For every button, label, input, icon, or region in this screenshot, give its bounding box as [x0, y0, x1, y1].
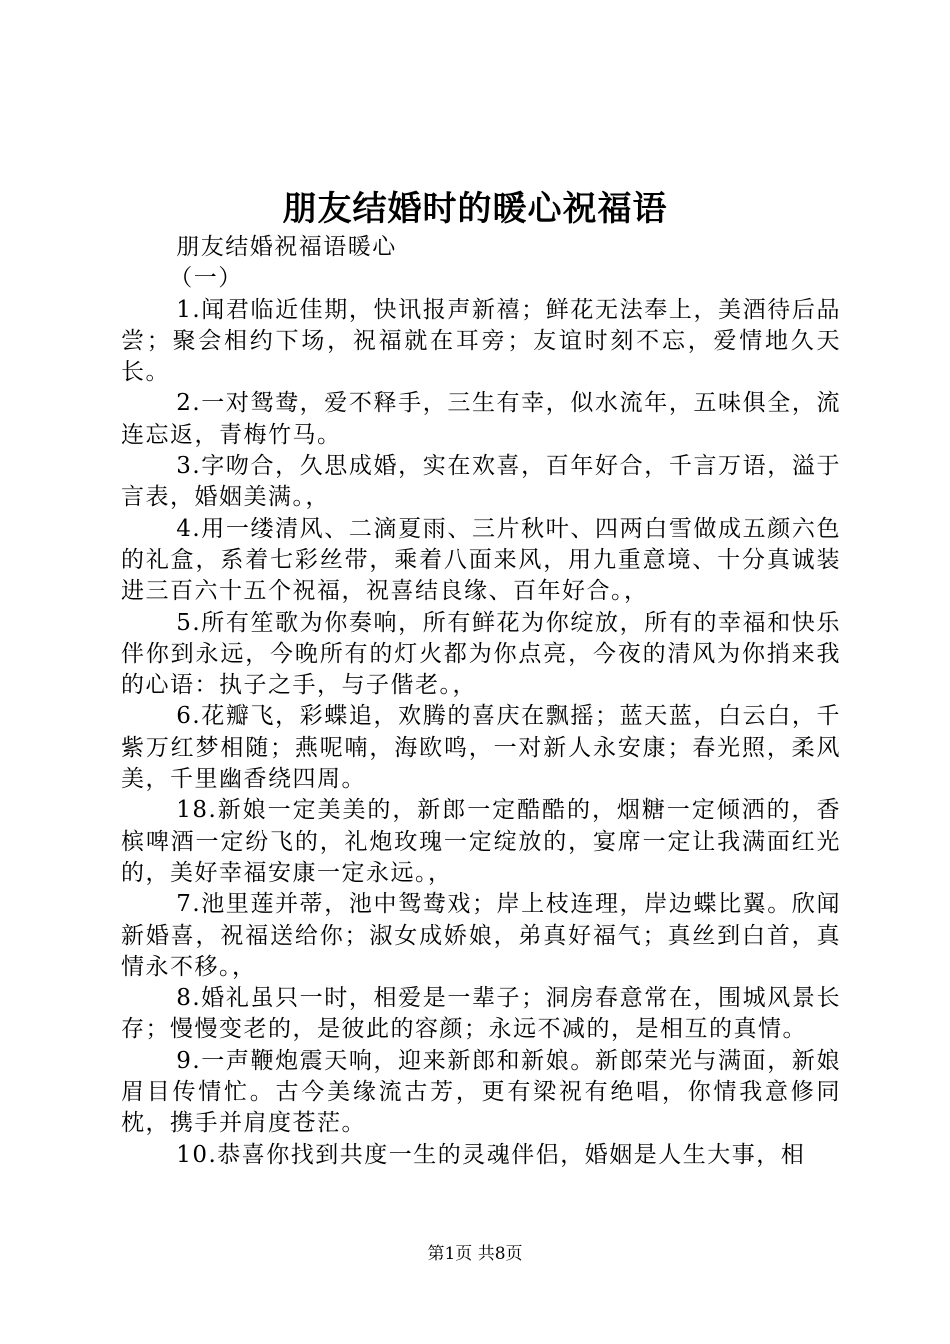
paragraph-4: 4.用一缕清风、二滴夏雨、三片秋叶、四两白雪做成五颜六色的礼盒，系着七彩丝带，乘着八面来风，用九重意境、十分真诚装进三百六十五个祝福，祝喜结良缘、百年好合。， — [121, 515, 841, 605]
document-body — [121, 232, 841, 1171]
paragraph-2: 2.一对鸳鸯，爱不释手，三生有幸，似水流年，五味俱全，流连忘返，青梅竹马。 — [121, 390, 841, 448]
paragraph-8: 8.婚礼虽只一时，相爱是一辈子；洞房春意常在，围城风景长存；慢慢变老的，是彼此的容颜；永远不减的，是相互的真情。 — [121, 985, 841, 1043]
page-number: 第1页 共8页 — [427, 1244, 523, 1264]
paragraph-10: 10.恭喜你找到共度一生的灵魂伴侣，婚姻是人生大事，相 — [176, 1141, 806, 1168]
page-footer — [0, 1242, 950, 1266]
paragraph-1: 1.闻君临近佳期，快讯报声新禧；鲜花无法奉上，美酒待后品尝；聚会相约下场，祝福就在耳旁；友谊时刻不忘，爱情地久天长。 — [121, 296, 841, 386]
paragraph-9: 9.一声鞭炮震天响，迎来新郎和新娘。新郎荣光与满面，新娘眉目传情忙。古今美缘流古芳，更有梁祝有绝唱，你情我意修同枕，携手并肩度苍茫。 — [121, 1047, 841, 1137]
paragraph-5: 5.所有笙歌为你奏响，所有鲜花为你绽放，所有的幸福和快乐伴你到永远，今晚所有的灯火都为你点亮，今夜的清风为你捎来我的心语：执子之手，与子偕老。， — [121, 609, 841, 699]
paragraph-6: 6.花瓣飞，彩蝶追，欢腾的喜庆在飘摇；蓝天蓝，白云白，千紫万红梦相随；燕呢喃，海欧鸣，一对新人永安康；春光照，柔风美，千里幽香绕四周。 — [121, 703, 841, 793]
paragraph-7: 7.池里莲并蒂，池中鸳鸯戏；岸上枝连理，岸边蝶比翼。欣闻新婚喜，祝福送给你；淑女成娇娘，弟真好福气；真丝到白首，真情永不移。， — [121, 891, 841, 980]
paragraph-18: 18.新娘一定美美的，新郎一定酷酷的，烟糖一定倾洒的，香槟啤酒一定纷飞的，礼炮玫瑰一定绽放的，宴席一定让我满面红光的，美好幸福安康一定永远。， — [121, 797, 841, 886]
subtitle: 朋友结婚祝福语暖心 — [176, 234, 397, 260]
paragraph-3: 3.字吻合，久思成婚，实在欢喜，百年好合，千言万语，溢于言表，婚姻美满。， — [121, 453, 841, 511]
section-heading: （一） — [169, 265, 243, 292]
page-title: 朋友结婚时的暖心祝福语 — [282, 189, 668, 229]
